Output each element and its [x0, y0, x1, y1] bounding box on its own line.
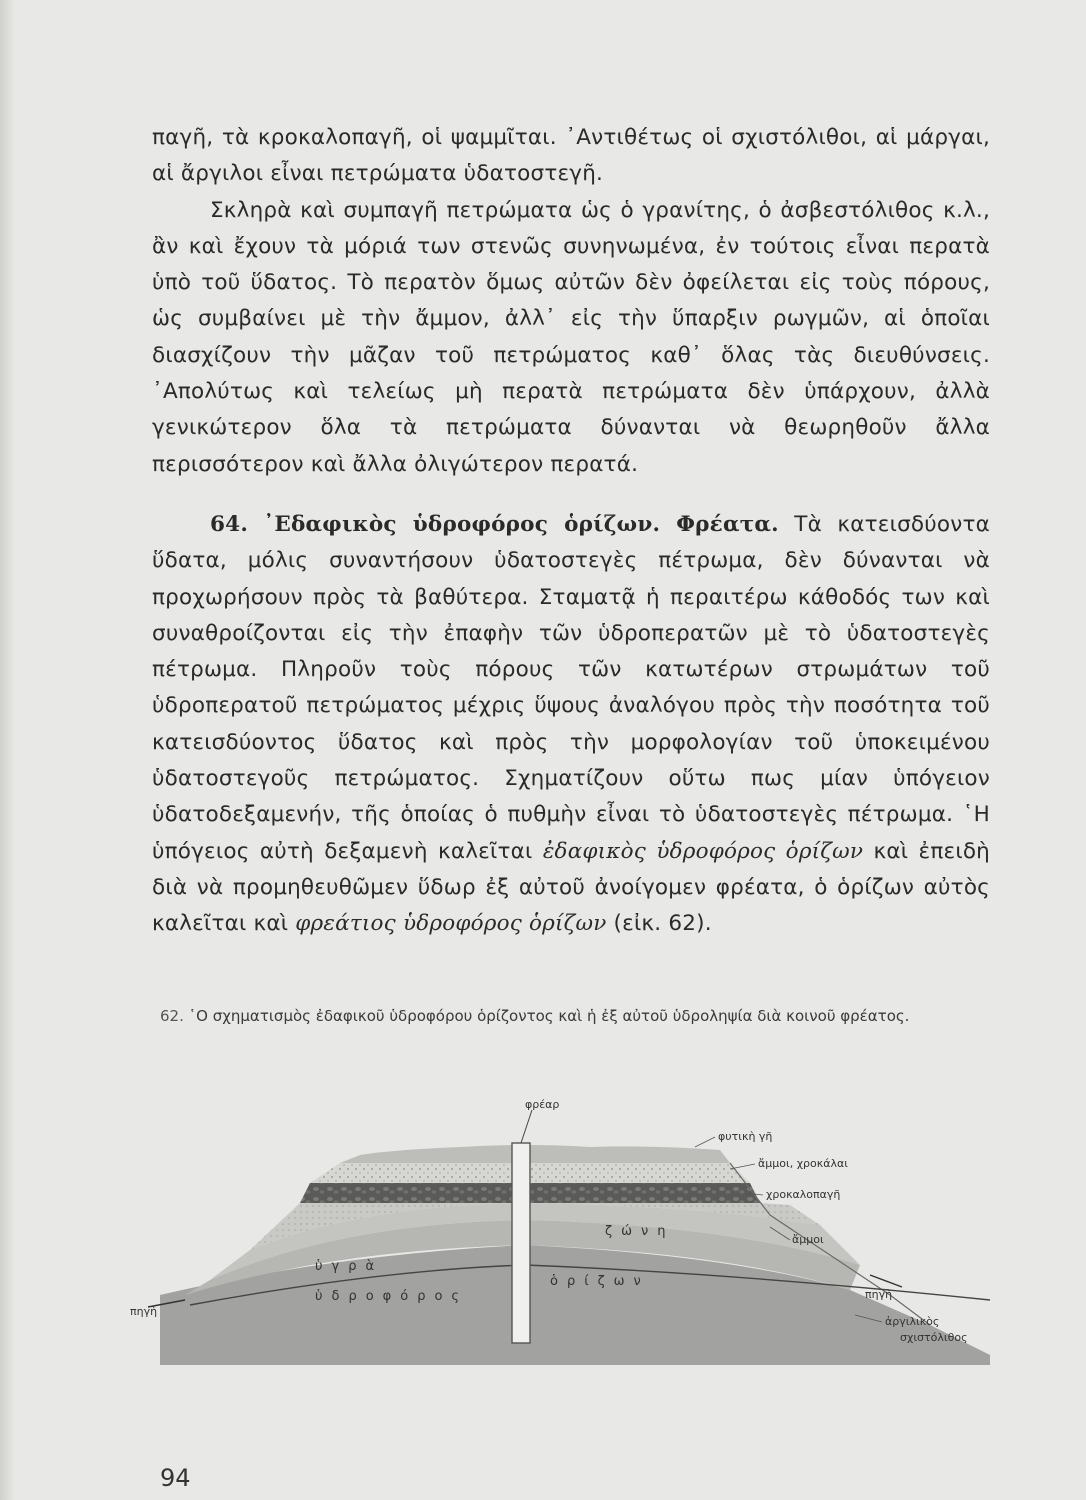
label-topsoil: φυτικὴ γῆ: [718, 1130, 773, 1143]
label-clay-schist-2: σχιστόλιθος: [900, 1331, 968, 1344]
word-aquifer: ὑδροφόρος: [315, 1289, 469, 1304]
caption-number: 62.: [160, 1007, 184, 1025]
label-well: φρέαρ: [525, 1098, 560, 1111]
aquifer-diagram-svg: [130, 1095, 1010, 1385]
label-sand-gravel: ἄμμοι, χροκάλαι: [758, 1157, 848, 1170]
word-horizon: ὁρίζων: [550, 1274, 650, 1289]
word-zone: ζώνη: [605, 1224, 675, 1239]
caption-text: ῾Ο σχηματισμὸς ἐδαφικοῦ ὑδροφόρου ὁρίζοντος καὶ ἡ ἐξ αὐτοῦ ὑδροληψία διὰ κοινοῦ φρέατος.: [188, 1007, 910, 1025]
label-conglomerate: χροκαλοπαγῆ: [766, 1188, 841, 1201]
label-spring-right: πηγὴ: [865, 1288, 893, 1301]
section-text-mid: καὶ ἐπειδὴ διὰ νὰ προμηθευθῶμεν ὕδωρ ἐξ αὐτοῦ ἀνοίγομεν φρέατα, ὁ ὁρίζων αὐτὸς καλεῖται καὶ: [152, 838, 990, 937]
label-sands: ἄμμοι: [792, 1233, 824, 1246]
topsoil-layer: [340, 1145, 730, 1163]
paragraph-1: παγῆ, τὰ κροκαλοπαγῆ, οἱ ψαμμῖται. ᾿Αντιθέτως οἱ σχιστόλιθοι, αἱ μάργαι, αἱ ἄργιλοι εἶναι πετρώματα ὑδατοστεγῆ.: [152, 125, 990, 187]
paragraph-2: Σκληρὰ καὶ συμπαγῆ πετρώματα ὡς ὁ γρανίτης, ὁ ἀσβεστόλιθος κ.λ., ἂν καὶ ἔχουν τὰ μόριά των στενῶς συνηνωμένα, ἐν τούτοις εἶναι περατὰ ὑπὸ τοῦ ὕδατος. Τὸ περατὸν ὅμως αὐτῶν δὲν ὀφείλεται εἰς τοὺς πόρους, ὡς συμβαίνει μὲ τὴν ἄμμον, ἀλλ᾿ εἰς τὴν ὕπαρξιν ρωγμῶν, αἱ ὁποῖαι διασχίζουν τὴν μᾶζαν τοῦ πετρώματος καθ᾿ ὅλας τὰς διευθύνσεις. ᾿Απολύτως καὶ τελείως μὴ περατὰ πετρώματα δὲν ὑπάρχουν, ἀλλὰ γενικώτερον ὅλα τὰ πετρώματα δύνανται νὰ θεωρηθοῦν ἄλλα περισσότερον καὶ ἄλλα ὀλιγώτερον περατά.: [152, 197, 990, 477]
aquifer-diagram: [130, 1095, 1010, 1385]
label-clay-schist-1: ἀργιλικὸς: [885, 1315, 940, 1328]
body-text: [152, 120, 990, 943]
section-text: Τὰ κατεισδύοντα ὕδατα, μόλις συναντήσουν ὑδατοστεγὲς πέτρωμα, δὲν δύνανται νὰ προχωρήσουν πρὸς τὰ βαθύτερα. Σταματᾷ ἡ περαιτέρω κάθοδός των καὶ συναθροίζονται εἰς τὴν ἐπαφὴν τῶν ὑδροπερατῶν μὲ τὸ ὑδατοστεγὲς πέτρωμα. Πληροῦν τοὺς πόρους τῶν κατωτέρων στρωμάτων τοῦ ὑδροπερατοῦ πετρώματος μέχρις ὕψους ἀναλόγου πρὸς τὴν ποσότητα τοῦ κατεισδύοντος ὕδατος καὶ πρὸς τὴν μορφολογίαν τοῦ ὑποκειμένου ὑδατοστεγοῦς πετρώματος. Σχηματίζουν οὕτω πως μίαν ὑπόγειον ὑδατοδεξαμενήν, τῆς ὁποίας ὁ πυθμὴν εἶναι τὸ ὑδατοστεγὲς πέτρωμα. ῾Η ὑπόγειος αὐτὴ δεξαμενὴ καλεῖται: [152, 511, 990, 864]
term-well-aquifer: φρεάτιος ὑδροφόρος ὁρίζων: [295, 911, 607, 937]
figure-reference: (εἰκ. 62).: [613, 911, 712, 937]
page-edge-shadow: [0, 0, 14, 1500]
section-number: 64.: [210, 511, 249, 537]
term-soil-aquifer: ἐδαφικὸς ὑδροφόρος ὁρίζων: [542, 838, 864, 864]
page-number: 94: [160, 1464, 191, 1492]
label-spring-left: πηγὴ: [130, 1305, 158, 1318]
word-wet: ὑγρὰ: [315, 1259, 384, 1274]
paragraph-section-64: [152, 507, 990, 943]
section-title: ᾿Εδαφικὸς ὑδροφόρος ὁρίζων. Φρέατα.: [263, 511, 779, 537]
well-shaft: [512, 1143, 530, 1343]
figure-caption: [160, 1003, 990, 1029]
